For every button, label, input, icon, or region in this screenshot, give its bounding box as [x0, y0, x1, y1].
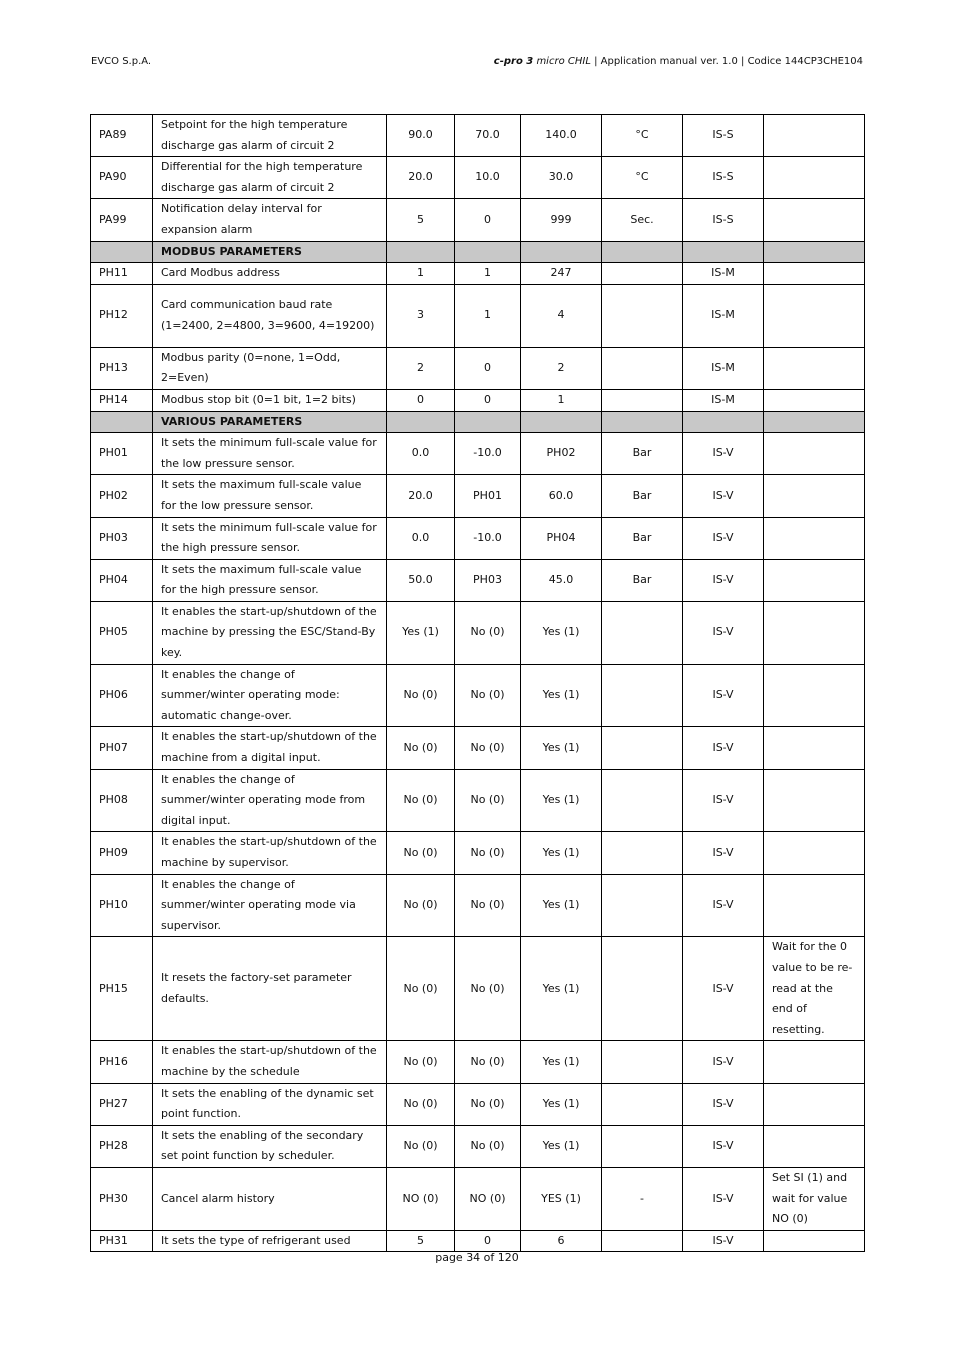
param-unit [602, 263, 683, 285]
param-unit [602, 937, 683, 1041]
param-max: 2 [521, 347, 602, 389]
param-default: 90.0 [387, 115, 455, 157]
table-row [91, 769, 865, 832]
param-max: 247 [521, 263, 602, 285]
param-unit: Bar [602, 517, 683, 559]
param-min: No (0) [455, 1041, 521, 1083]
param-unit [602, 347, 683, 389]
param-notes [764, 664, 865, 727]
param-notes [764, 769, 865, 832]
section-blank-cell [387, 411, 455, 433]
param-min: NO (0) [455, 1167, 521, 1230]
param-code: PH01 [91, 433, 153, 475]
param-unit: Bar [602, 433, 683, 475]
param-access-level: IS-V [683, 832, 764, 874]
param-default: No (0) [387, 874, 455, 937]
param-notes [764, 389, 865, 411]
param-min: 1 [455, 263, 521, 285]
param-code: PH03 [91, 517, 153, 559]
param-unit [602, 727, 683, 769]
param-access-level: IS-V [683, 1125, 764, 1167]
param-access-level: IS-V [683, 475, 764, 517]
param-max: Yes (1) [521, 874, 602, 937]
param-min: 10.0 [455, 157, 521, 199]
param-description: It sets the enabling of the secondary set point function by scheduler. [153, 1125, 387, 1167]
param-access-level: IS-V [683, 727, 764, 769]
param-access-level: IS-V [683, 1167, 764, 1230]
param-code: PH04 [91, 559, 153, 601]
param-max: Yes (1) [521, 727, 602, 769]
section-blank-cell [521, 241, 602, 263]
param-default: 20.0 [387, 475, 455, 517]
section-blank-cell [764, 411, 865, 433]
param-description: It sets the type of refrigerant used [153, 1230, 387, 1252]
param-unit: Sec. [602, 199, 683, 241]
param-notes [764, 115, 865, 157]
param-max: 60.0 [521, 475, 602, 517]
param-min: PH03 [455, 559, 521, 601]
param-notes [764, 157, 865, 199]
param-default: 0.0 [387, 433, 455, 475]
param-unit [602, 874, 683, 937]
param-access-level: IS-V [683, 517, 764, 559]
param-max: 30.0 [521, 157, 602, 199]
param-notes [764, 284, 865, 347]
param-access-level: IS-S [683, 115, 764, 157]
param-code: PH31 [91, 1230, 153, 1252]
table-row [91, 832, 865, 874]
section-blank-cell [764, 241, 865, 263]
param-code: PH15 [91, 937, 153, 1041]
table-row [91, 433, 865, 475]
param-max: 999 [521, 199, 602, 241]
param-description: It enables the change of summer/winter operating mode via supervisor. [153, 874, 387, 937]
page-number: page 34 of 120 [435, 1251, 519, 1264]
param-min: No (0) [455, 601, 521, 664]
param-unit: Bar [602, 475, 683, 517]
param-default: 0 [387, 389, 455, 411]
param-notes [764, 1125, 865, 1167]
param-access-level: IS-M [683, 263, 764, 285]
param-unit [602, 601, 683, 664]
param-access-level: IS-M [683, 389, 764, 411]
param-access-level: IS-V [683, 874, 764, 937]
param-description: Modbus parity (0=none, 1=Odd, 2=Even) [153, 347, 387, 389]
param-access-level: IS-V [683, 1083, 764, 1125]
section-blank-cell [455, 411, 521, 433]
param-min: No (0) [455, 1125, 521, 1167]
param-access-level: IS-V [683, 664, 764, 727]
param-min: 0 [455, 389, 521, 411]
param-description: It enables the start-up/shutdown of the machine by pressing the ESC/Stand-By key. [153, 601, 387, 664]
table-row [91, 601, 865, 664]
param-notes [764, 1041, 865, 1083]
param-default: 20.0 [387, 157, 455, 199]
param-notes [764, 475, 865, 517]
table-row [91, 1167, 865, 1230]
param-unit [602, 1083, 683, 1125]
param-code: PH07 [91, 727, 153, 769]
param-code: PH28 [91, 1125, 153, 1167]
param-code: PA89 [91, 115, 153, 157]
param-code: PH27 [91, 1083, 153, 1125]
param-description: It sets the minimum full-scale value for the low pressure sensor. [153, 433, 387, 475]
section-blank-cell [683, 411, 764, 433]
param-description: Setpoint for the high temperature discharge gas alarm of circuit 2 [153, 115, 387, 157]
param-notes [764, 559, 865, 601]
param-notes [764, 263, 865, 285]
param-notes [764, 347, 865, 389]
param-max: Yes (1) [521, 937, 602, 1041]
param-max: Yes (1) [521, 832, 602, 874]
param-default: 2 [387, 347, 455, 389]
param-description: It sets the enabling of the dynamic set point function. [153, 1083, 387, 1125]
param-description: Card communication baud rate (1=2400, 2=4800, 3=9600, 4=19200) [153, 284, 387, 347]
param-unit [602, 389, 683, 411]
param-access-level: IS-S [683, 157, 764, 199]
param-description: It enables the start-up/shutdown of the machine by supervisor. [153, 832, 387, 874]
param-description: It enables the change of summer/winter operating mode from digital input. [153, 769, 387, 832]
param-access-level: IS-V [683, 1041, 764, 1083]
param-code: PH02 [91, 475, 153, 517]
param-min: No (0) [455, 769, 521, 832]
param-min: PH01 [455, 475, 521, 517]
section-header-row [91, 241, 865, 263]
table-row [91, 1125, 865, 1167]
param-min: 70.0 [455, 115, 521, 157]
table-row [91, 347, 865, 389]
param-access-level: IS-S [683, 199, 764, 241]
param-max: PH04 [521, 517, 602, 559]
param-default: No (0) [387, 1125, 455, 1167]
param-min: -10.0 [455, 517, 521, 559]
param-description: Card Modbus address [153, 263, 387, 285]
param-unit [602, 769, 683, 832]
param-description: Differential for the high temperature discharge gas alarm of circuit 2 [153, 157, 387, 199]
param-code: PH16 [91, 1041, 153, 1083]
param-description: Modbus stop bit (0=1 bit, 1=2 bits) [153, 389, 387, 411]
param-access-level: IS-M [683, 347, 764, 389]
param-description: It enables the start-up/shutdown of the machine from a digital input. [153, 727, 387, 769]
param-access-level: IS-V [683, 433, 764, 475]
table-row [91, 1041, 865, 1083]
param-max: 140.0 [521, 115, 602, 157]
param-max: YES (1) [521, 1167, 602, 1230]
section-header-row [91, 411, 865, 433]
table-row [91, 874, 865, 937]
section-title: VARIOUS PARAMETERS [153, 411, 387, 433]
param-description: It enables the change of summer/winter operating mode: automatic change-over. [153, 664, 387, 727]
param-unit [602, 664, 683, 727]
section-blank-cell [91, 241, 153, 263]
param-unit: °C [602, 115, 683, 157]
param-code: PH11 [91, 263, 153, 285]
param-max: Yes (1) [521, 1125, 602, 1167]
param-unit [602, 1041, 683, 1083]
param-description: It sets the maximum full-scale value for the low pressure sensor. [153, 475, 387, 517]
param-notes [764, 433, 865, 475]
table-row [91, 727, 865, 769]
param-description: It sets the maximum full-scale value for the high pressure sensor. [153, 559, 387, 601]
param-default: No (0) [387, 727, 455, 769]
param-code: PH08 [91, 769, 153, 832]
table-row [91, 664, 865, 727]
param-notes [764, 874, 865, 937]
param-code: PH12 [91, 284, 153, 347]
table-row [91, 263, 865, 285]
param-code: PH13 [91, 347, 153, 389]
param-access-level: IS-V [683, 937, 764, 1041]
param-min: 0 [455, 1230, 521, 1252]
table-row [91, 389, 865, 411]
param-description: It sets the minimum full-scale value for the high pressure sensor. [153, 517, 387, 559]
param-default: No (0) [387, 832, 455, 874]
param-min: -10.0 [455, 433, 521, 475]
table-row [91, 559, 865, 601]
table-row [91, 1230, 865, 1252]
param-notes [764, 199, 865, 241]
param-max: Yes (1) [521, 1041, 602, 1083]
param-notes [764, 1083, 865, 1125]
param-unit [602, 1125, 683, 1167]
param-max: Yes (1) [521, 664, 602, 727]
header-product-model: micro CHIL [533, 56, 591, 67]
param-default: No (0) [387, 769, 455, 832]
header-product-name: c-pro 3 [493, 56, 534, 67]
param-notes: Set SI (1) and wait for value NO (0) [764, 1167, 865, 1230]
header-manual-info: | Application manual ver. 1.0 | Codice 144CP3CHE104 [590, 56, 863, 67]
param-max: 6 [521, 1230, 602, 1252]
param-notes [764, 601, 865, 664]
table-row [91, 1083, 865, 1125]
param-max: 1 [521, 389, 602, 411]
param-description: It enables the start-up/shutdown of the machine by the schedule [153, 1041, 387, 1083]
param-max: Yes (1) [521, 1083, 602, 1125]
section-blank-cell [91, 411, 153, 433]
param-notes: Wait for the 0 value to be re-read at the end of resetting. [764, 937, 865, 1041]
param-unit: - [602, 1167, 683, 1230]
table-row [91, 115, 865, 157]
param-code: PH30 [91, 1167, 153, 1230]
param-max: 45.0 [521, 559, 602, 601]
param-description: Cancel alarm history [153, 1167, 387, 1230]
table-row [91, 284, 865, 347]
section-blank-cell [683, 241, 764, 263]
param-min: No (0) [455, 937, 521, 1041]
param-access-level: IS-V [683, 769, 764, 832]
param-min: 0 [455, 347, 521, 389]
param-code: PH10 [91, 874, 153, 937]
param-code: PH06 [91, 664, 153, 727]
param-min: No (0) [455, 664, 521, 727]
param-unit [602, 284, 683, 347]
param-default: 5 [387, 199, 455, 241]
param-default: 3 [387, 284, 455, 347]
param-access-level: IS-V [683, 1230, 764, 1252]
section-blank-cell [602, 241, 683, 263]
param-default: No (0) [387, 1083, 455, 1125]
param-max: Yes (1) [521, 769, 602, 832]
param-notes [764, 727, 865, 769]
param-min: 1 [455, 284, 521, 347]
param-default: 50.0 [387, 559, 455, 601]
param-default: No (0) [387, 1041, 455, 1083]
param-default: 5 [387, 1230, 455, 1252]
param-max: 4 [521, 284, 602, 347]
table-row [91, 475, 865, 517]
table-row [91, 517, 865, 559]
param-access-level: IS-M [683, 284, 764, 347]
section-title: MODBUS PARAMETERS [153, 241, 387, 263]
param-access-level: IS-V [683, 559, 764, 601]
param-unit: Bar [602, 559, 683, 601]
param-min: No (0) [455, 727, 521, 769]
section-blank-cell [521, 411, 602, 433]
param-access-level: IS-V [683, 601, 764, 664]
param-notes [764, 517, 865, 559]
param-min: No (0) [455, 874, 521, 937]
param-notes [764, 832, 865, 874]
param-code: PA90 [91, 157, 153, 199]
param-code: PH05 [91, 601, 153, 664]
param-notes [764, 1230, 865, 1252]
param-default: No (0) [387, 664, 455, 727]
param-unit [602, 832, 683, 874]
param-min: No (0) [455, 1083, 521, 1125]
param-description: Notification delay interval for expansion alarm [153, 199, 387, 241]
param-default: Yes (1) [387, 601, 455, 664]
param-max: PH02 [521, 433, 602, 475]
param-unit: °C [602, 157, 683, 199]
param-description: It resets the factory-set parameter defaults. [153, 937, 387, 1041]
section-blank-cell [455, 241, 521, 263]
param-default: 0.0 [387, 517, 455, 559]
table-row [91, 199, 865, 241]
table-row [91, 937, 865, 1041]
param-default: No (0) [387, 937, 455, 1041]
table-row [91, 157, 865, 199]
param-default: 1 [387, 263, 455, 285]
param-unit [602, 1230, 683, 1252]
section-blank-cell [602, 411, 683, 433]
parameters-table [90, 114, 865, 1252]
param-max: Yes (1) [521, 601, 602, 664]
param-min: 0 [455, 199, 521, 241]
param-code: PH09 [91, 832, 153, 874]
param-code: PA99 [91, 199, 153, 241]
section-blank-cell [387, 241, 455, 263]
param-default: NO (0) [387, 1167, 455, 1230]
header-manual-title [494, 56, 863, 67]
header-company: EVCO S.p.A. [91, 56, 152, 67]
param-min: No (0) [455, 832, 521, 874]
param-code: PH14 [91, 389, 153, 411]
